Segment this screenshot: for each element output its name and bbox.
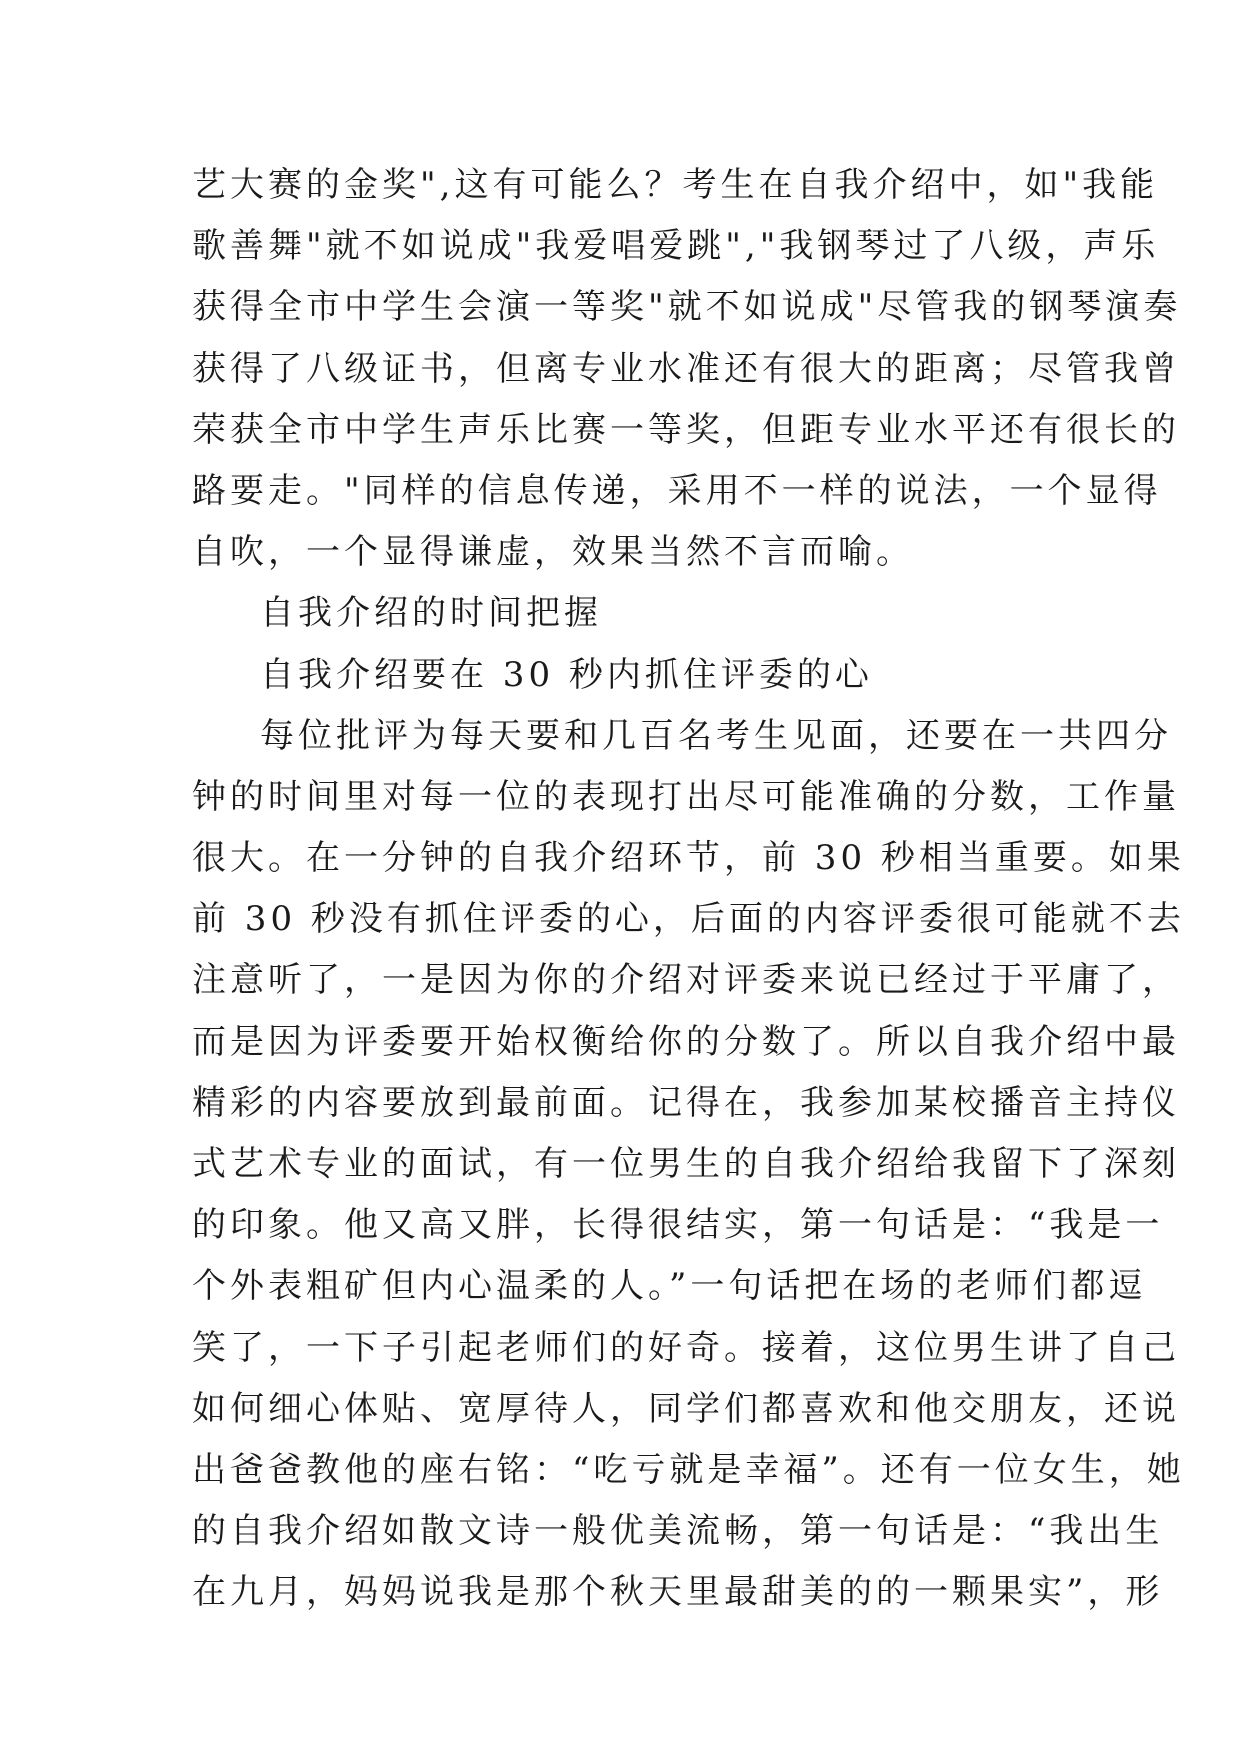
- text-line: 如何细心体贴、宽厚待人，同学们都喜欢和他交朋友，还说: [192, 1388, 1180, 1429]
- text-line: 获得全市中学生会演一等奖"就不如说成"尽管我的钢琴演奏: [192, 287, 1182, 328]
- text-line: 在九月，妈妈说我是那个秋天里最甜美的的一颗果实”，形: [192, 1572, 1164, 1613]
- text-line: 注意听了，一是因为你的介绍对评委来说已经过于平庸了，: [192, 960, 1180, 1001]
- text-line: 艺大赛的金奖",这有可能么？考生在自我介绍中，如"我能: [192, 165, 1159, 205]
- paragraph-start-line: 每位批评为每天要和几百名考生见面，还要在一共四分: [260, 715, 1172, 756]
- section-heading: 自我介绍的时间把握: [260, 593, 602, 634]
- text-line: 的自我介绍如散文诗一般优美流畅，第一句话是：“我出生: [192, 1511, 1164, 1552]
- text-line: 出爸爸教他的座右铭：“吃亏就是幸福”。还有一位女生，她: [192, 1449, 1185, 1490]
- text-line: 钟的时间里对每一位的表现打出尽可能准确的分数，工作量: [192, 776, 1180, 817]
- text-line: 自吹，一个显得谦虚，效果当然不言而喻。: [192, 532, 914, 573]
- document-body: [192, 155, 1185, 1624]
- text-line: 的印象。他又高又胖，长得很结实，第一句话是：“我是一: [192, 1205, 1164, 1246]
- text-line: 精彩的内容要放到最前面。记得在，我参加某校播音主持仪: [192, 1082, 1180, 1123]
- text-line: 歌善舞"就不如说成"我爱唱爱跳","我钢琴过了八级，声乐: [192, 226, 1160, 267]
- text-line: 获得了八级证书，但离专业水准还有很大的距离；尽管我曾: [192, 348, 1180, 389]
- text-line: 很大。在一分钟的自我介绍环节，前 30 秒相当重要。如果: [192, 838, 1185, 879]
- text-line: 而是因为评委要开始权衡给你的分数了。所以自我介绍中最: [192, 1021, 1180, 1062]
- subsection-heading: 自我介绍要在 30 秒内抓住评委的心: [260, 654, 873, 695]
- text-line: 路要走。"同样的信息传递，采用不一样的说法，一个显得: [192, 470, 1162, 511]
- text-line: 荣获全市中学生声乐比赛一等奖，但距专业水平还有很长的: [192, 409, 1180, 450]
- text-line: 笑了，一下子引起老师们的好奇。接着，这位男生讲了自己: [192, 1327, 1180, 1368]
- text-line: 个外表粗矿但内心温柔的人。”一句话把在场的老师们都逗: [192, 1266, 1147, 1307]
- text-line: 前 30 秒没有抓住评委的心，后面的内容评委很可能就不去: [192, 899, 1185, 940]
- text-line: 式艺术专业的面试，有一位男生的自我介绍给我留下了深刻: [192, 1144, 1180, 1184]
